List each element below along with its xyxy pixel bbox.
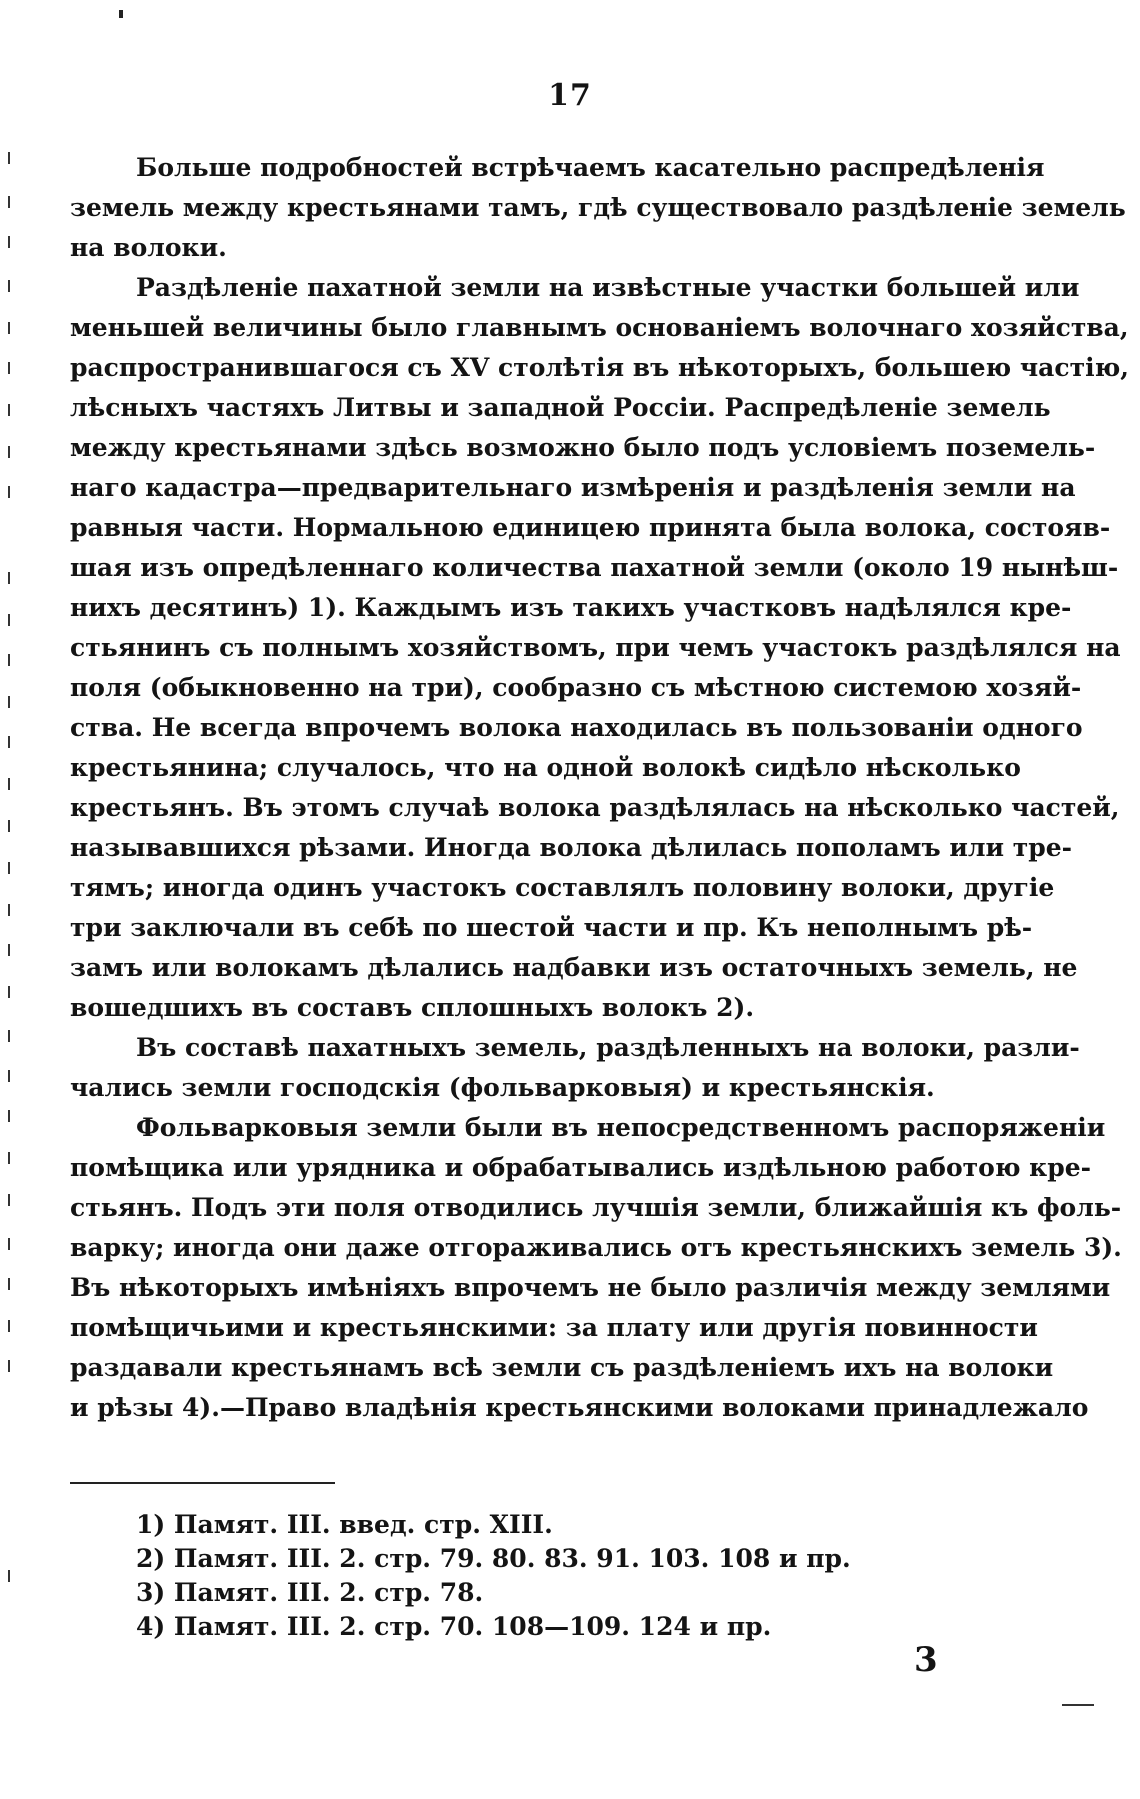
- margin-tick: [8, 572, 10, 584]
- text-line: наго кадастра—предварительнаго измѣренія и раздѣленія земли на: [70, 473, 1076, 502]
- text-line: лѣсныхъ частяхъ Литвы и западной Россіи. Распредѣленіе земель: [70, 393, 1051, 422]
- margin-tick: [8, 696, 10, 708]
- text-line: помѣщичьими и крестьянскими: за плату или другія повинности: [70, 1313, 1038, 1342]
- margin-tick: [8, 322, 10, 334]
- text-line: помѣщика или урядника и обрабатывались издѣльною работою кре-: [70, 1153, 1091, 1182]
- footnote: 4) Памят. III. 2. стр. 70. 108—109. 124 и пр.: [136, 1612, 772, 1641]
- text-line: Фольварковыя земли были въ непосредственномъ распоряженіи: [136, 1113, 1106, 1142]
- margin-tick: [8, 1238, 10, 1250]
- margin-tick: [8, 486, 10, 498]
- margin-tick: [8, 1320, 10, 1332]
- text-line: тямъ; иногда одинъ участокъ составлялъ половину волоки, другіе: [70, 873, 1055, 902]
- margin-tick: [8, 196, 10, 208]
- margin-tick: [8, 1030, 10, 1042]
- text-line: замъ или волокамъ дѣлались надбавки изъ остаточныхъ земель, не: [70, 953, 1078, 982]
- footnote: 2) Памят. III. 2. стр. 79. 80. 83. 91. 103. 108 и пр.: [136, 1544, 851, 1573]
- text-line: и рѣзы 4).—Право владѣнія крестьянскими волоками принадлежало: [70, 1393, 1089, 1422]
- margin-tick: [8, 1360, 10, 1372]
- text-line: шая изъ опредѣленнаго количества пахатной земли (около 19 нынѣш-: [70, 553, 1119, 582]
- text-line: чались земли господскія (фольварковыя) и крестьянскія.: [70, 1073, 935, 1102]
- text-line: между крестьянами здѣсь возможно было подъ условіемъ поземель-: [70, 433, 1096, 462]
- text-line: Въ нѣкоторыхъ имѣніяхъ впрочемъ не было различія между землями: [70, 1273, 1111, 1302]
- corner-ink-mark: [119, 10, 123, 18]
- margin-tick: [8, 404, 10, 416]
- margin-tick: [8, 820, 10, 832]
- text-line: называвшихся рѣзами. Иногда волока дѣлилась пополамъ или тре-: [70, 833, 1072, 862]
- text-line: вошедшихъ въ составъ сплошныхъ волокъ 2).: [70, 993, 755, 1022]
- signature-mark: 3: [914, 1640, 938, 1680]
- margin-tick: [8, 862, 10, 874]
- text-line: Въ составѣ пахатныхъ земель, раздѣленныхъ на волоки, разли-: [136, 1033, 1080, 1062]
- margin-tick: [8, 1070, 10, 1082]
- text-line: меньшей величины было главнымъ основаніемъ волочнаго хозяйства,: [70, 313, 1129, 342]
- margin-tick: [8, 1110, 10, 1122]
- corner-dash-mark: [1062, 1704, 1094, 1706]
- margin-tick: [8, 944, 10, 956]
- margin-tick: [8, 446, 10, 458]
- margin-tick: [8, 904, 10, 916]
- margin-tick: [8, 654, 10, 666]
- footnote: 1) Памят. III. введ. стр. XIII.: [136, 1510, 553, 1539]
- margin-tick: [8, 152, 10, 164]
- margin-tick: [8, 736, 10, 748]
- text-line: на волоки.: [70, 233, 227, 262]
- text-line: крестьянъ. Въ этомъ случаѣ волока раздѣлялась на нѣсколько частей,: [70, 793, 1120, 822]
- margin-tick: [8, 614, 10, 626]
- margin-tick: [8, 1278, 10, 1290]
- page-number: 17: [548, 78, 592, 113]
- footnote-divider: [70, 1482, 335, 1484]
- margin-tick: [8, 778, 10, 790]
- text-line: земель между крестьянами тамъ, гдѣ существовало раздѣленіе земель: [70, 193, 1126, 222]
- margin-tick: [8, 1152, 10, 1164]
- body-text: [70, 148, 1129, 1428]
- margin-tick: [8, 280, 10, 292]
- text-line: раздавали крестьянамъ всѣ земли съ раздѣленіемъ ихъ на волоки: [70, 1353, 1054, 1382]
- margin-tick: [8, 1194, 10, 1206]
- text-line: нихъ десятинъ) 1). Каждымъ изъ такихъ участковъ надѣлялся кре-: [70, 593, 1072, 622]
- text-line: Больше подробностей встрѣчаемъ касательно распредѣленія: [136, 153, 1045, 182]
- margin-tick: [8, 362, 10, 374]
- text-line: поля (обыкновенно на три), сообразно съ мѣстною системою хозяй-: [70, 673, 1082, 702]
- margin-tick: [8, 1570, 10, 1582]
- text-line: стьянинъ съ полнымъ хозяйствомъ, при чемъ участокъ раздѣлялся на: [70, 633, 1121, 662]
- text-line: крестьянина; случалось, что на одной волокѣ сидѣло нѣсколько: [70, 753, 1021, 782]
- text-line: стьянъ. Подъ эти поля отводились лучшія земли, ближайшія къ фоль-: [70, 1193, 1122, 1222]
- footnotes: [136, 1508, 996, 1644]
- text-line: три заключали въ себѣ по шестой части и пр. Къ неполнымъ рѣ-: [70, 913, 1033, 942]
- margin-tick: [8, 986, 10, 998]
- text-line: варку; иногда они даже отгораживались отъ крестьянскихъ земель 3).: [70, 1233, 1122, 1262]
- text-line: ства. Не всегда впрочемъ волока находилась въ пользованіи одного: [70, 713, 1083, 742]
- margin-tick: [8, 236, 10, 248]
- text-line: Раздѣленіе пахатной земли на извѣстные участки большей или: [136, 273, 1080, 302]
- footnote: 3) Памят. III. 2. стр. 78.: [136, 1578, 484, 1607]
- text-line: распространившагося съ XV столѣтія въ нѣкоторыхъ, большею частію,: [70, 353, 1129, 382]
- text-line: равныя части. Нормальною единицею принята была волока, состояв-: [70, 513, 1111, 542]
